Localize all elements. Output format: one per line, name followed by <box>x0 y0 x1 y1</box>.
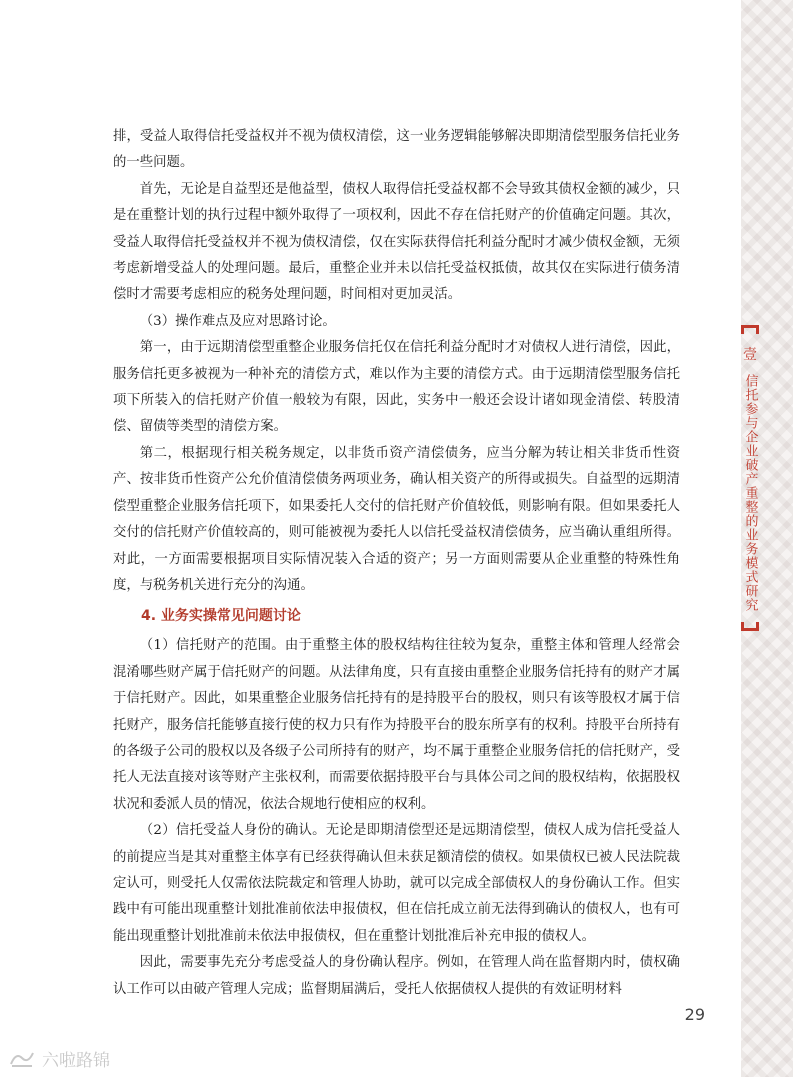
page-number: 29 <box>684 1005 705 1024</box>
section-heading: 4. 业务实操常见问题讨论 <box>141 608 301 625</box>
paragraph: 因此，需要事先充分考虑受益人的身份确认程序。例如，在管理人尚在监督期内时，债权确认工作可以由破产管理人完成；监督期届满后，受托人依据债权人提供的有效证明材料 <box>113 955 680 997</box>
chapter-title: 信托参与企业破产重整的业务模式研究 <box>742 374 758 612</box>
watermark-text: 六啦路锦 <box>42 1051 110 1071</box>
body-text <box>113 124 680 1003</box>
bracket-bottom-icon <box>741 622 759 631</box>
paragraph: 首先，无论是自益型还是他益型，债权人取得信托受益权都不会导致其债权金额的减少，只是在重整计划的执行过程中额外取得了一项权利，因此不存在信托财产的价值确定问题。其次，受益人取得信托受益权并不视为债权清偿，仅在实际获得信托利益分配时才减少债权金额，无须考虑新增受益人的处理问题。最后，重整企业并未以信托受益权抵债，故其仅在实际进行债务清偿时才需要考虑相应的税务处理问题，时间相对更加灵活。 <box>113 181 680 303</box>
paragraph: 第一，由于远期清偿型重整企业服务信托仅在信托利益分配时才对债权人进行清偿，因此，服务信托更多被视为一种补充的清偿方式，难以作为主要的清偿方式。由于远期清偿型服务信托项下所装入的信托财产价值一般较为有限，因此，实务中一般还会设计诸如现金清偿、转股清偿、留债等类型的清偿方案。 <box>113 340 680 435</box>
paragraph-continuation: 排，受益人取得信托受益权并不视为债权清偿，这一业务逻辑能够解决即期清偿型服务信托业务的一些问题。 <box>113 129 680 171</box>
watermark-logo-icon <box>8 1049 36 1069</box>
paragraph: 第二，根据现行相关税务规定，以非货币资产清偿债务，应当分解为转让相关非货币性资产、按非货币性资产公允价值清偿债务两项业务，确认相关资产的所得或损失。自益型的远期清偿型重整企业服务信托项下，如果委托人交付的信托财产价值较低，则影响有限。但如果委托人交付的信托财产价值较高的，则可能被视为委托人以信托受益权清偿债务，应当确认重组所得。对此，一方面需要根据项目实际情况装入合适的资产；另一方面则需要从企业重整的特殊性角度，与税务机关进行充分的沟通。 <box>113 445 680 593</box>
bracket-top-icon <box>741 325 759 334</box>
paragraph-subheading: （3）操作难点及应对思路讨论。 <box>139 313 336 329</box>
paragraph: （2）信托受益人身份的确认。无论是即期清偿型还是远期清偿型，债权人成为信托受益人的前提应当是其对重整主体享有已经获得确认但未获足额清偿的债权。如果债权已被人民法院裁定认可，则受托人仅需依法院裁定和管理人协助，就可以完成全部债权人的身份确认工作。但实践中有可能出现重整计划批准前依法申报债权，但在信托成立前无法得到确认的债权人，也有可能出现重整计划批准前未依法申报债权，但在重整计划批准后补充申报的债权人。 <box>113 823 680 944</box>
paragraph: （1）信托财产的范围。由于重整主体的股权结构往往较为复杂，重整主体和管理人经常会混淆哪些财产属于信托财产的问题。从法律角度，只有直接由重整企业服务信托持有的财产才属于信托财产。因此，如果重整企业服务信托持有的是持股平台的股权，则只有该等股权才属于信托财产，服务信托能够直接行使的权力只有作为持股平台的股东所享有的权利。持股平台所持有的各级子公司的股权以及各级子公司所持有的财产，均不属于重整企业服务信托的信托财产，受托人无法直接对该等财产主张权利，而需要依据持股平台与具体公司之间的股权结构，依据股权状况和委派人员的情况，依法合规地行使相应的权利。 <box>113 638 680 812</box>
chapter-side-tab <box>735 325 765 631</box>
chapter-number: 壹 <box>743 347 757 363</box>
watermark <box>8 1046 110 1071</box>
